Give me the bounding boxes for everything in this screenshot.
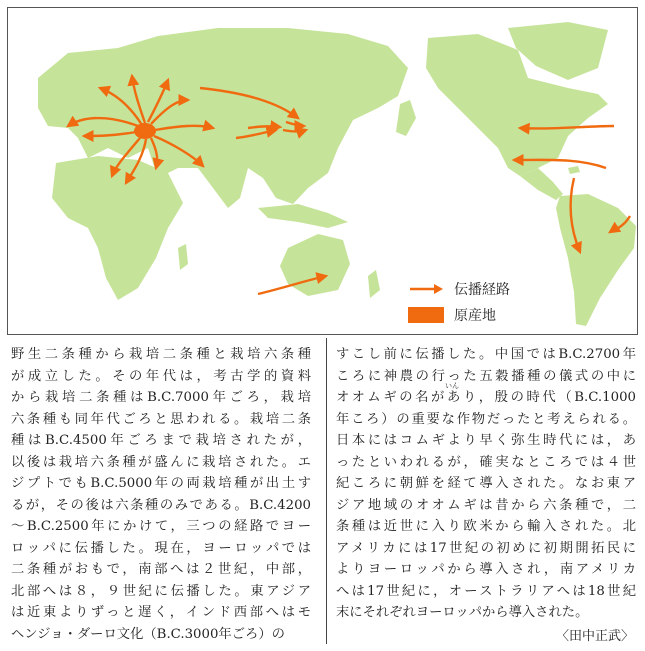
legend-origin-swatch [408, 307, 444, 323]
japan-landmass [396, 100, 416, 136]
text-line: 種はB.C.4500年ごろまで栽培されたが， [11, 433, 311, 448]
legend-arrow-icon [408, 281, 444, 297]
australia-landmass [280, 234, 350, 296]
route-east-asia-2 [248, 126, 280, 128]
text-line: すこし前に伝播した。中国ではB.C.2700年 [336, 347, 636, 362]
text-line: 北部へは８，９世紀に伝播した。東アジア [11, 583, 311, 599]
new-zealand-landmass [368, 270, 380, 298]
text-line: ロッパに伝播した。現在，ヨーロッパでは [11, 540, 311, 556]
caribbean-islands [568, 166, 580, 174]
author-credit: 〈田中正武〉 [555, 629, 634, 644]
world-map [7, 7, 638, 335]
text-line: ジプトでもB.C.5000年の両栽培種が出土す [11, 476, 311, 491]
text-line: 日本にはコムギより早く弥生時代には，あ [336, 433, 636, 448]
legend-route-label: 伝播経路 [454, 282, 510, 298]
text-line: が成立した。その年代は，考古学的資料 [11, 368, 311, 384]
text-line: 末にそれぞれヨーロッパから導入された。 [336, 605, 589, 620]
text-line: 野生二条種から栽培二条種と栽培六条種 [11, 347, 311, 362]
article-column-left [11, 344, 311, 645]
legend-origin-label: 原産地 [454, 308, 496, 324]
text-line: ころに神農の行った五穀播種の儀式の中に [336, 368, 636, 384]
text-line: 二条種がおもで，南部へは２世紀，中部， [11, 562, 311, 577]
ruby-annotation: いん [445, 382, 459, 390]
text-line: から栽培二条種はB.C.7000年ごろ，栽培 [11, 390, 311, 405]
text-line: 以後は栽培六条種が盛んに栽培された。エ [11, 454, 311, 470]
article-column-right [336, 344, 636, 624]
article-body [7, 338, 638, 644]
map-graphic [8, 8, 637, 334]
route-to-japan [283, 130, 306, 132]
text-line: ジア地域のオオムギは昔から六条種で，二 [336, 497, 636, 513]
text-line: は近東よりずっと遅く，インド西部へはモ [11, 605, 311, 620]
legend-route [408, 276, 510, 302]
text-line: ～B.C.2500年にかけて，三つの経路でヨー [11, 519, 311, 534]
text-line: 年ころ）の重要な作物だったと考えられる。 [336, 411, 636, 427]
indonesia-landmass [258, 204, 348, 228]
text-line: ったといわれるが，確実なところでは４世 [336, 454, 636, 470]
text-line: 紀ころに朝鮮を経て導入された。なお東ア [336, 476, 636, 491]
text-line: るが，その後は六条種のみである。B.C.4200 [11, 497, 311, 513]
text-line: 六条種も同年代ごろと思われる。栽培二条 [11, 411, 311, 427]
text-line: ヘンジョ・ダーロ文化（B.C.3000年ごろ）の [11, 626, 285, 642]
south-america-landmass [556, 194, 636, 326]
text-line: よりヨーロッパから導入され，南アメリカ [336, 562, 636, 577]
text-line: オオムギの名があり，殷の時代（B.C.1000 [336, 390, 636, 405]
africa-landmass [52, 156, 183, 300]
column-divider [326, 338, 327, 644]
map-legend [408, 276, 510, 328]
legend-origin [408, 302, 510, 328]
text-line: アメリカには17世紀の初めに初期開拓民に [336, 540, 636, 556]
text-line: 条種は近世に入り欧米から輸入された。北 [336, 519, 636, 534]
madagascar-landmass [178, 244, 188, 270]
text-line: へは17世紀に，オーストラリアへは18世紀 [336, 583, 636, 599]
